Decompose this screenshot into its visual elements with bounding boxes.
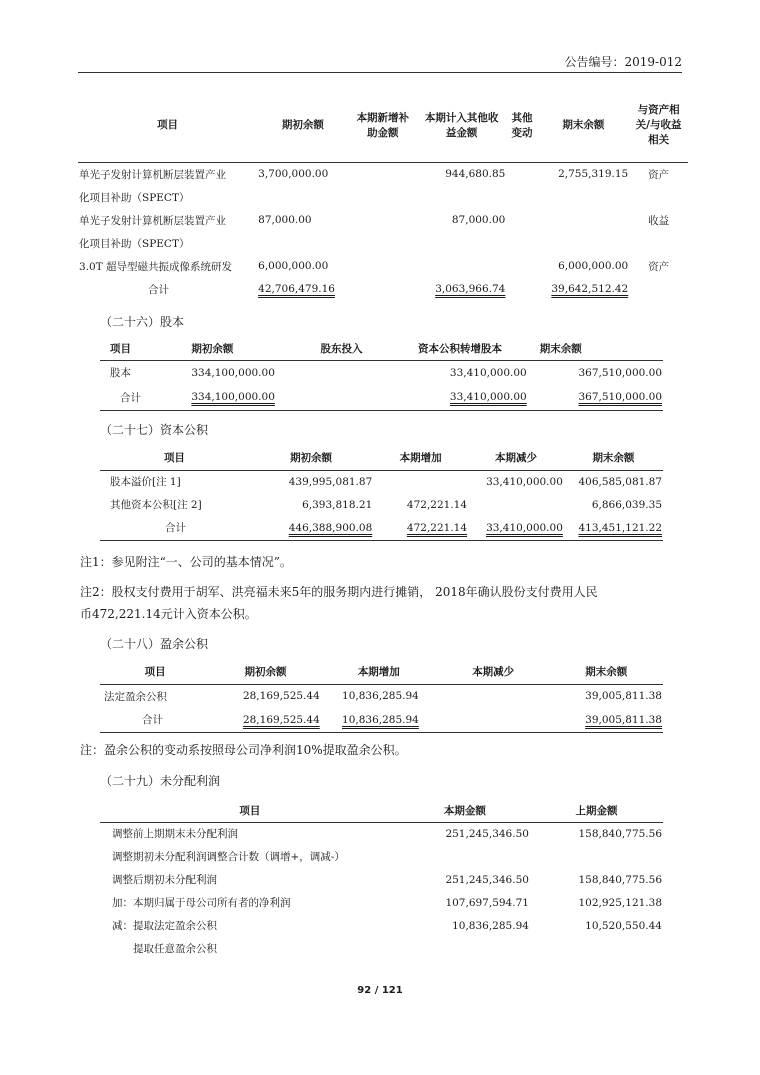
capital-reserve-table: 项目 期初余额 本期增加 本期减少 期末余额 股本溢价[注 1] 439,995,081.87 33,410,000.00 406,585,081.87 其他资本公积[注 2] 6,393,818.21 472,221.14 6,866,039.35 合计 446,388,900.08 472,221.14 33,410,000.00 413,451,121.22 [100,446,663,541]
col-item: 项目 [157,119,179,132]
col-income: 本期计入其他收益金额 [424,111,499,139]
note-1: 注1：参见附注“一、公司的基本情况”。 [80,555,292,569]
table-row: 提取任意盈余公积 [112,943,217,955]
col-closing: 期末余额 [562,119,605,132]
total-row: 合计 334,100,000.00 33,410,000.00 367,510,000.00 [100,385,663,410]
table-row: 其他资本公积[注 2] 6,393,818.21 472,221.14 6,866,039.35 [110,498,662,511]
total-row: 合计 446,388,900.08 472,221.14 33,410,000.00 413,451,121.22 [100,516,663,540]
section-title-undistributed-profit: （二十九）未分配利润 [100,774,221,788]
table-row: 调整前上期期末未分配利润 251,245,346.50 158,840,775.56 [112,827,662,841]
table-row: 单光子发射计算机断层装置产业 87,000.00 87,000.00 收益 [79,214,670,227]
col-related: 与资产相关/与收益相关 [635,104,682,147]
note-2-line-1: 注2：股权支付费用于胡军、洪亮福未来5年的服务期内进行摊销， 2018年确认股份支付费用人民 [80,585,598,599]
section-title-share-capital: （二十六）股本 [100,315,185,329]
note-2-line-2: 币472,221.14元计入资本公积。 [80,607,257,621]
header-divider [78,72,682,73]
table-row: 调整后期初未分配利润 251,245,346.50 158,840,775.56 [112,873,662,886]
share-capital-table: 项目 期初余额 股东投入 资本公积转增股本 期末余额 股本 334,100,000.00 33,410,000.00 367,510,000.00 合计 334,100,000.00 33,410,000.00 367,510,000.00 [100,338,663,411]
section-title-surplus-reserve: （二十八）盈余公积 [100,637,209,651]
table-row: 减：提取法定盈余公积 10,836,285.94 10,520,550.44 [112,919,662,932]
col-new-grant: 本期新增补助金额 [356,111,410,139]
table-row: 3.0T 超导型磁共振成像系统研发 6,000,000.00 6,000,000.00 资产 [79,260,670,273]
table-row: 法定盈余公积 28,169,525.44 10,836,285.94 39,005,811.38 [104,690,662,703]
surplus-note: 注：盈余公积的变动系按照母公司净利润10%提取盈余公积。 [80,743,407,757]
page-number: 92 / 121 [357,985,403,996]
table-row: 调整期初未分配利润调整合计数（调增+，调减-） [112,851,345,863]
undistributed-profit-table: 项目 本期金额 上期金额 调整前上期期末未分配利润 251,245,346.50 158,840,775.56 调整期初未分配利润调整合计数（调增+，调减-） 调整后期初未分配利润 251,245,346.50 158,840,775.56 加：本期归属于母公司所有者的净利润 107,697,594.71 102,925,121.38 减：提取法定盈余公积 10,836,285.94 10,520,550.44 提取任意盈余公积 [100,800,663,960]
total-row: 合计 42,706,479.16 3,063,966.74 39,642,512.42 [148,283,629,296]
table-row: 股本溢价[注 1] 439,995,081.87 33,410,000.00 406,585,081.87 [110,475,662,489]
document-number: 公告编号：2019-012 [564,55,682,69]
total-row: 合计 28,169,525.44 10,836,285.94 39,005,811.38 [100,708,663,732]
table-row: 股本 334,100,000.00 33,410,000.00 367,510,000.00 [110,366,662,380]
government-grants-table: 项目 期初余额 本期新增补助金额 本期计入其他收益金额 其他变动 期末余额 与资产相关/与收益相关 单光子发射计算机断层装置产业 3,700,000.00 944,680.85 2,755,319.15 资产 化项目补助（SPECT） 单光子发射计算机断层装置产业 87,000.00 87,000.00 收益 化项目补助（SPECT） 3.0T 超导型磁共振成像系统研发 6,000,000.00 6,000,000.00 资产 合计 42,706,479.16 3,063,966.74 39,642,512.42 [78,88,688,300]
table-row: 单光子发射计算机断层装置产业 3,700,000.00 944,680.85 2,755,319.15 资产 [79,168,670,181]
section-title-capital-reserve: （二十七）资本公积 [100,423,209,437]
col-other: 其他变动 [511,111,533,139]
table-row: 加：本期归属于母公司所有者的净利润 107,697,594.71 102,925,121.38 [112,896,662,909]
col-opening: 期初余额 [281,119,324,132]
surplus-reserve-table: 项目 期初余额 本期增加 本期减少 期末余额 法定盈余公积 28,169,525.44 10,836,285.94 39,005,811.38 合计 28,169,525.44 10,836,285.94 39,005,811.38 [100,660,663,733]
